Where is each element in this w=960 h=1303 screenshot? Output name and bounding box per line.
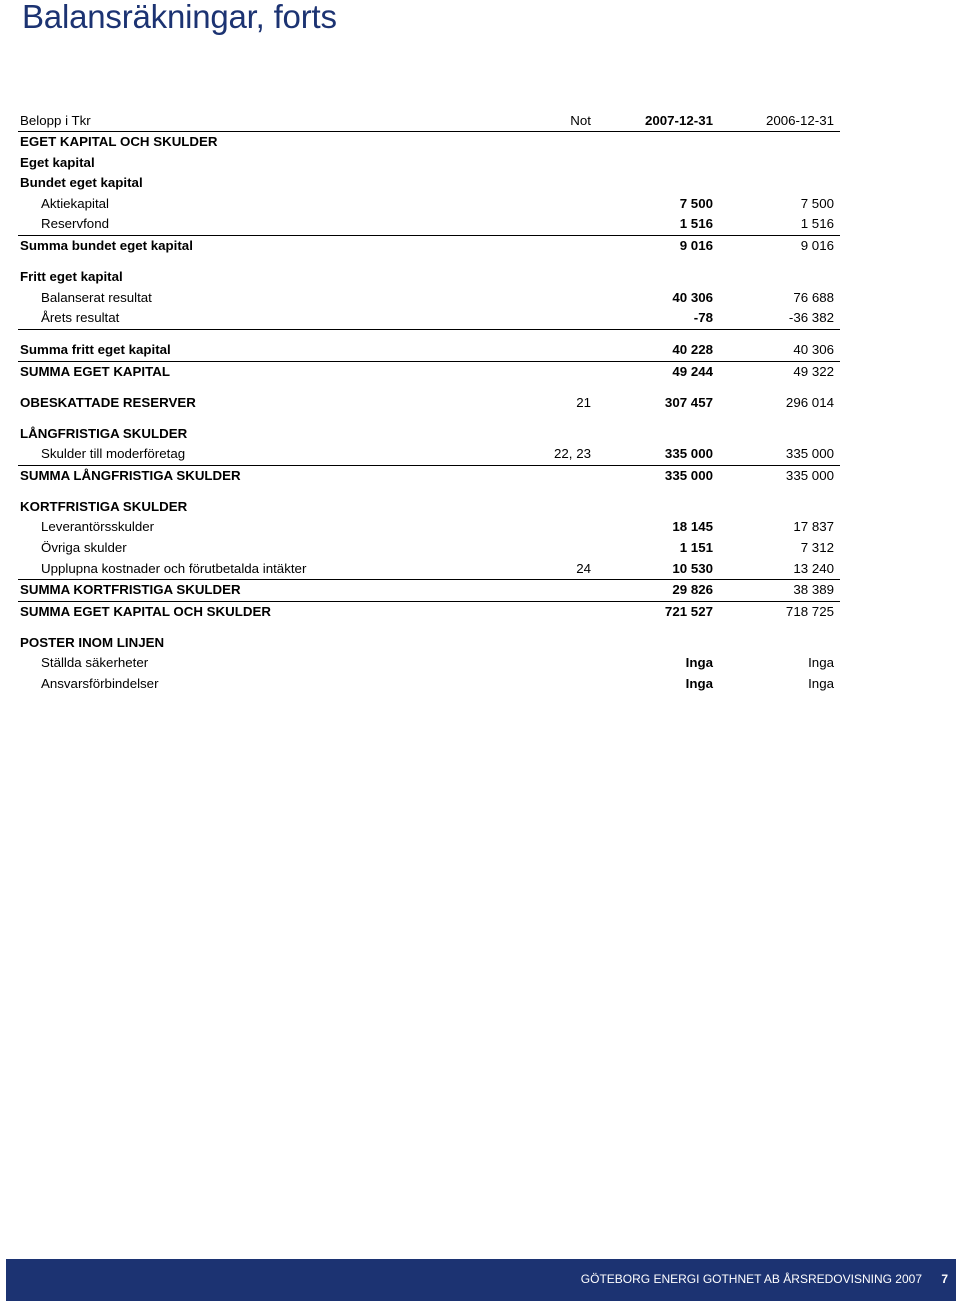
row-label: Summa fritt eget kapital	[20, 342, 171, 358]
balance-sheet-table	[18, 111, 840, 695]
row-note: 22, 23	[554, 446, 591, 462]
table-row	[18, 517, 840, 538]
row-value-2007: 10 530	[672, 560, 713, 576]
row-value-2006: 7 500	[800, 195, 834, 211]
table-row	[18, 267, 840, 288]
table-row	[18, 393, 840, 414]
row-label: Ställda säkerheter	[41, 655, 149, 671]
table-row	[18, 538, 840, 559]
header-col-2006: 2006-12-31	[765, 113, 834, 128]
row-value-2007: 18 145	[672, 519, 713, 535]
row-label: Skulder till moderföretag	[41, 446, 186, 462]
row-value-2006: 17 837	[793, 519, 834, 535]
row-value-2007: 1 151	[679, 540, 713, 556]
table-row	[18, 497, 840, 518]
row-value-2006: 13 240	[793, 560, 834, 576]
row-note: 24	[576, 560, 591, 576]
row-value-2007: 40 306	[672, 289, 713, 305]
row-label: Aktiekapital	[41, 195, 109, 211]
table-row	[18, 236, 840, 257]
table-row	[18, 633, 840, 654]
row-label: Balanserat resultat	[41, 289, 152, 305]
row-value-2007: 7 500	[679, 195, 713, 211]
row-value-2006: Inga	[808, 655, 834, 671]
header-col-2007: 2007-12-31	[644, 113, 713, 128]
table-row	[18, 424, 840, 445]
row-value-2006: 40 306	[793, 342, 834, 358]
row-label: KORTFRISTIGA SKULDER	[20, 498, 188, 514]
table-row	[18, 559, 840, 581]
row-spacer	[18, 413, 840, 423]
table-row	[18, 444, 840, 466]
row-spacer	[18, 486, 840, 496]
row-value-2007: -78	[693, 310, 713, 326]
row-label: Summa bundet eget kapital	[20, 237, 193, 253]
row-value-2006: 296 014	[785, 394, 834, 410]
row-value-2007: 49 244	[672, 363, 713, 379]
row-label: Upplupna kostnader och förutbetalda intäkter	[41, 560, 307, 576]
row-label: OBESKATTADE RESERVER	[20, 394, 196, 410]
row-value-2007: 29 826	[672, 582, 713, 598]
footer-bar	[6, 1259, 956, 1301]
row-value-2007: 307 457	[664, 394, 713, 410]
page-number: 7	[941, 1272, 948, 1286]
row-label: SUMMA LÅNGFRISTIGA SKULDER	[20, 467, 241, 483]
table-header	[18, 111, 840, 132]
table-row	[18, 153, 840, 174]
row-label: Leverantörsskulder	[41, 519, 155, 535]
table-row	[18, 674, 840, 695]
table-row	[18, 580, 840, 602]
row-value-2006: Inga	[808, 676, 834, 691]
table-row	[18, 466, 840, 487]
row-value-2007: 9 016	[679, 237, 713, 253]
row-value-2006: 38 389	[793, 582, 834, 598]
table-row	[18, 194, 840, 215]
row-label: Bundet eget kapital	[20, 175, 143, 191]
row-value-2007: 335 000	[664, 446, 713, 462]
row-label: Ansvarsförbindelser	[41, 676, 159, 691]
footer-text: GÖTEBORG ENERGI GOTHNET AB ÅRSREDOVISNING 2007	[580, 1272, 922, 1286]
row-value-2007: 335 000	[664, 467, 713, 483]
row-label: SUMMA EGET KAPITAL	[20, 363, 170, 379]
row-spacer	[18, 257, 840, 267]
header-note: Not	[570, 113, 591, 128]
table-row	[18, 340, 840, 362]
row-label: POSTER INOM LINJEN	[20, 634, 165, 650]
table-row	[18, 362, 840, 383]
row-label: LÅNGFRISTIGA SKULDER	[20, 425, 188, 441]
row-spacer	[18, 622, 840, 632]
row-value-2007: 721 527	[664, 603, 713, 619]
table-row	[18, 308, 840, 330]
row-label: SUMMA KORTFRISTIGA SKULDER	[20, 582, 241, 598]
row-value-2007: 1 516	[679, 216, 713, 232]
row-value-2006: 1 516	[800, 216, 834, 232]
row-value-2006: 718 725	[785, 603, 834, 619]
row-value-2006: 335 000	[785, 446, 834, 462]
table-row	[18, 214, 840, 236]
row-value-2006: 49 322	[793, 363, 834, 379]
row-label: SUMMA EGET KAPITAL OCH SKULDER	[20, 603, 271, 619]
row-value-2007: 40 228	[672, 342, 713, 358]
page-title: Balansräkningar, forts	[22, 0, 337, 35]
row-value-2007: Inga	[685, 655, 713, 671]
table-row	[18, 288, 840, 309]
table-row	[18, 653, 840, 674]
row-label: EGET KAPITAL OCH SKULDER	[20, 134, 218, 149]
row-label: Reservfond	[41, 216, 109, 232]
row-label: Årets resultat	[41, 310, 120, 326]
table-row	[18, 173, 840, 194]
row-value-2006: -36 382	[788, 310, 834, 326]
row-label: Eget kapital	[20, 154, 95, 170]
row-spacer	[18, 382, 840, 392]
row-value-2006: 335 000	[785, 467, 834, 483]
row-value-2006: 9 016	[800, 237, 834, 253]
row-value-2007: Inga	[685, 676, 713, 691]
row-label: Fritt eget kapital	[20, 268, 123, 284]
row-value-2006: 7 312	[800, 540, 834, 556]
table-row	[18, 132, 840, 153]
row-value-2006: 76 688	[793, 289, 834, 305]
header-label: Belopp i Tkr	[20, 113, 91, 128]
row-note: 21	[576, 394, 591, 410]
row-label: Övriga skulder	[41, 540, 127, 556]
row-spacer	[18, 330, 840, 340]
table-row	[18, 602, 840, 623]
